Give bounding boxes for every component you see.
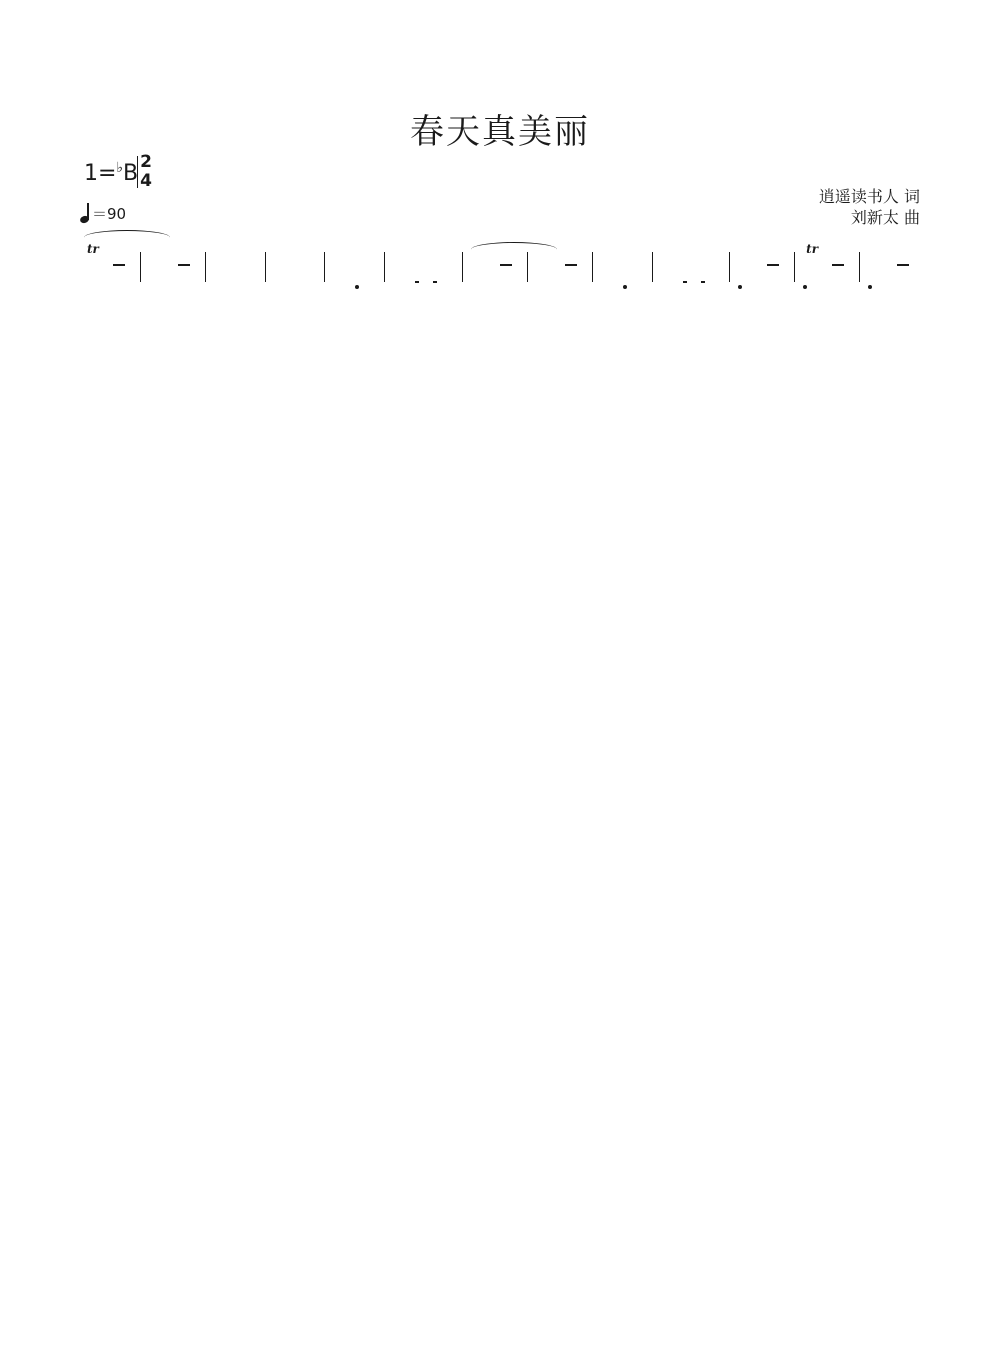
- slur-arc: [84, 230, 170, 245]
- time-signature-bottom: 4: [140, 171, 152, 191]
- extension-dash: [565, 264, 577, 266]
- extension-dash: [113, 264, 125, 266]
- time-signature: [137, 153, 155, 191]
- key-tonic: B: [123, 161, 139, 186]
- bar-line: [462, 252, 463, 282]
- bar-line: [384, 252, 385, 282]
- tempo-value: ＝90: [92, 205, 127, 223]
- key-signature: [84, 160, 138, 186]
- tempo-marking: [80, 203, 126, 224]
- bar-line: [859, 252, 860, 282]
- extension-dash: [767, 264, 779, 266]
- time-signature-top: 2: [140, 152, 152, 172]
- bar-line: [592, 252, 593, 282]
- lyricist: 逍遥读书人 词: [818, 187, 920, 206]
- extension-dash: [897, 264, 909, 266]
- bar-line: [324, 252, 325, 282]
- bar-line: [794, 252, 795, 282]
- bar-line: [729, 252, 730, 282]
- song-title: 春天真美丽: [410, 112, 590, 152]
- trill-icon: tr: [87, 242, 99, 256]
- bar-line: [265, 252, 266, 282]
- slur-arc: [471, 242, 557, 257]
- extension-dash: [500, 264, 512, 266]
- composer: 刘新太 曲: [850, 208, 920, 227]
- bar-line: [140, 252, 141, 282]
- credits: [819, 186, 920, 228]
- score-line: [70, 242, 930, 290]
- flat-sign: ♭: [116, 160, 124, 176]
- extension-dash: [178, 264, 190, 266]
- extension-dash: [832, 264, 844, 266]
- bar-line: [205, 252, 206, 282]
- quarter-note-icon: [80, 203, 92, 223]
- key-prefix: 1=: [84, 161, 117, 186]
- bar-line: [652, 252, 653, 282]
- trill-icon: tr: [806, 242, 819, 256]
